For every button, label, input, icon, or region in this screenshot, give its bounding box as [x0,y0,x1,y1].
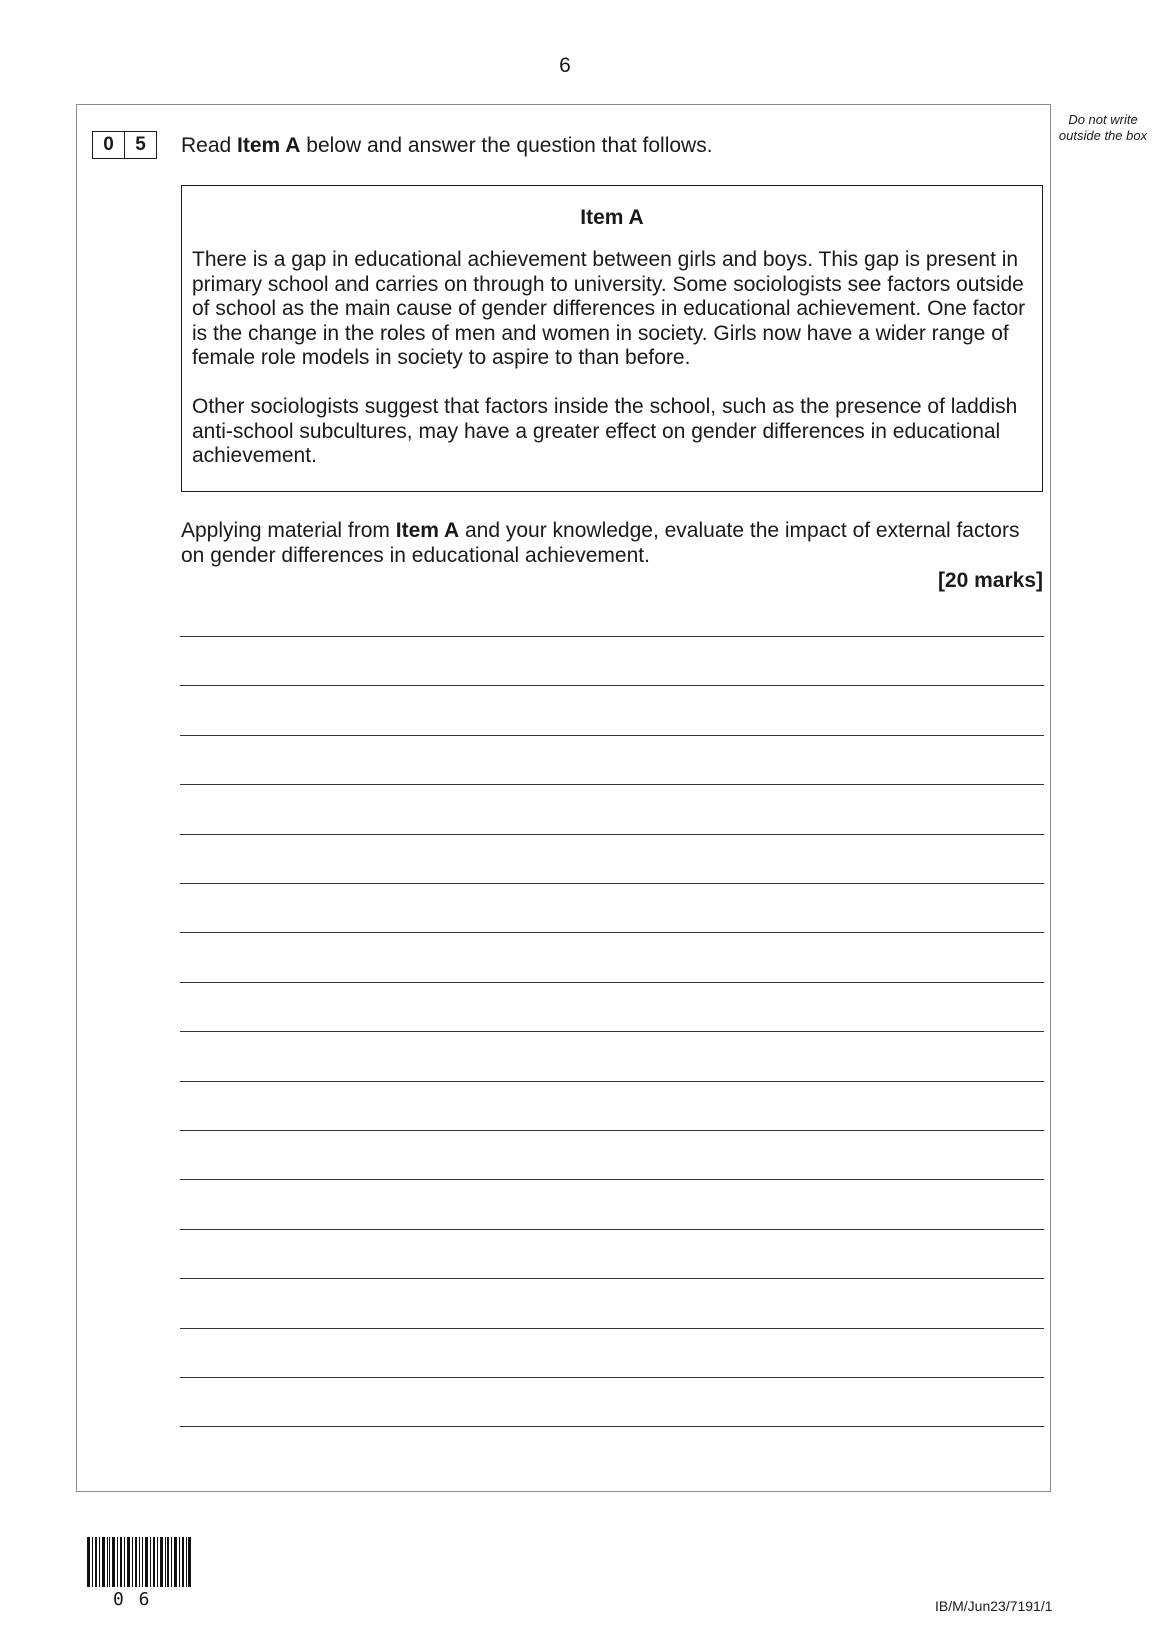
answer-line[interactable] [180,834,1044,835]
answer-line[interactable] [180,1278,1044,1279]
answer-line[interactable] [180,932,1044,933]
barcode-image [87,1537,191,1587]
answer-line[interactable] [180,1426,1044,1427]
item-paragraph: There is a gap in educational achievement between girls and boys. This gap is present in primary school and carries on through to university. Some sociologists see factors outside of school as the main cause of gender differences in educational achievement. One factor is the change in the roles of men and women in society. Girls now have a wider range of female role models in society to aspire to than before. [192,248,1026,370]
answer-line[interactable] [180,784,1044,785]
page-number: 6 [559,54,571,77]
answer-line[interactable] [180,735,1044,736]
answer-line[interactable] [180,1031,1044,1032]
answer-line[interactable] [180,1377,1044,1378]
question-number-digit: 5 [124,132,156,158]
answer-line[interactable] [180,1229,1044,1230]
barcode-digits: 0 6 [113,1589,152,1610]
answer-line[interactable] [180,1179,1044,1180]
answer-line[interactable] [180,1328,1044,1329]
marks-label: [20 marks] [937,569,1043,592]
answer-line[interactable] [180,685,1044,686]
question-intro: Read Item A below and answer the question that follows. [181,134,713,157]
answer-line[interactable] [180,982,1044,983]
answer-line[interactable] [180,1130,1044,1131]
paper-reference: IB/M/Jun23/7191/1 [935,1598,1053,1614]
question-number-digit: 0 [103,134,114,155]
item-paragraph: Other sociologists suggest that factors inside the school, such as the presence of laddish anti-school subcultures, may have a greater effect on gender differences in educational achievement. [192,394,1018,468]
question-number-box [92,131,157,159]
item-a-box [181,185,1043,492]
question-prompt: Applying material from Item A and your knowledge, evaluate the impact of external factors on gender differences in educational achievement. [181,519,1020,567]
answer-line[interactable] [180,1081,1044,1082]
margin-note: Do not write outside the box [1058,112,1148,143]
answer-line[interactable] [180,636,1044,637]
item-title: Item A [580,206,644,229]
answer-line[interactable] [180,883,1044,884]
